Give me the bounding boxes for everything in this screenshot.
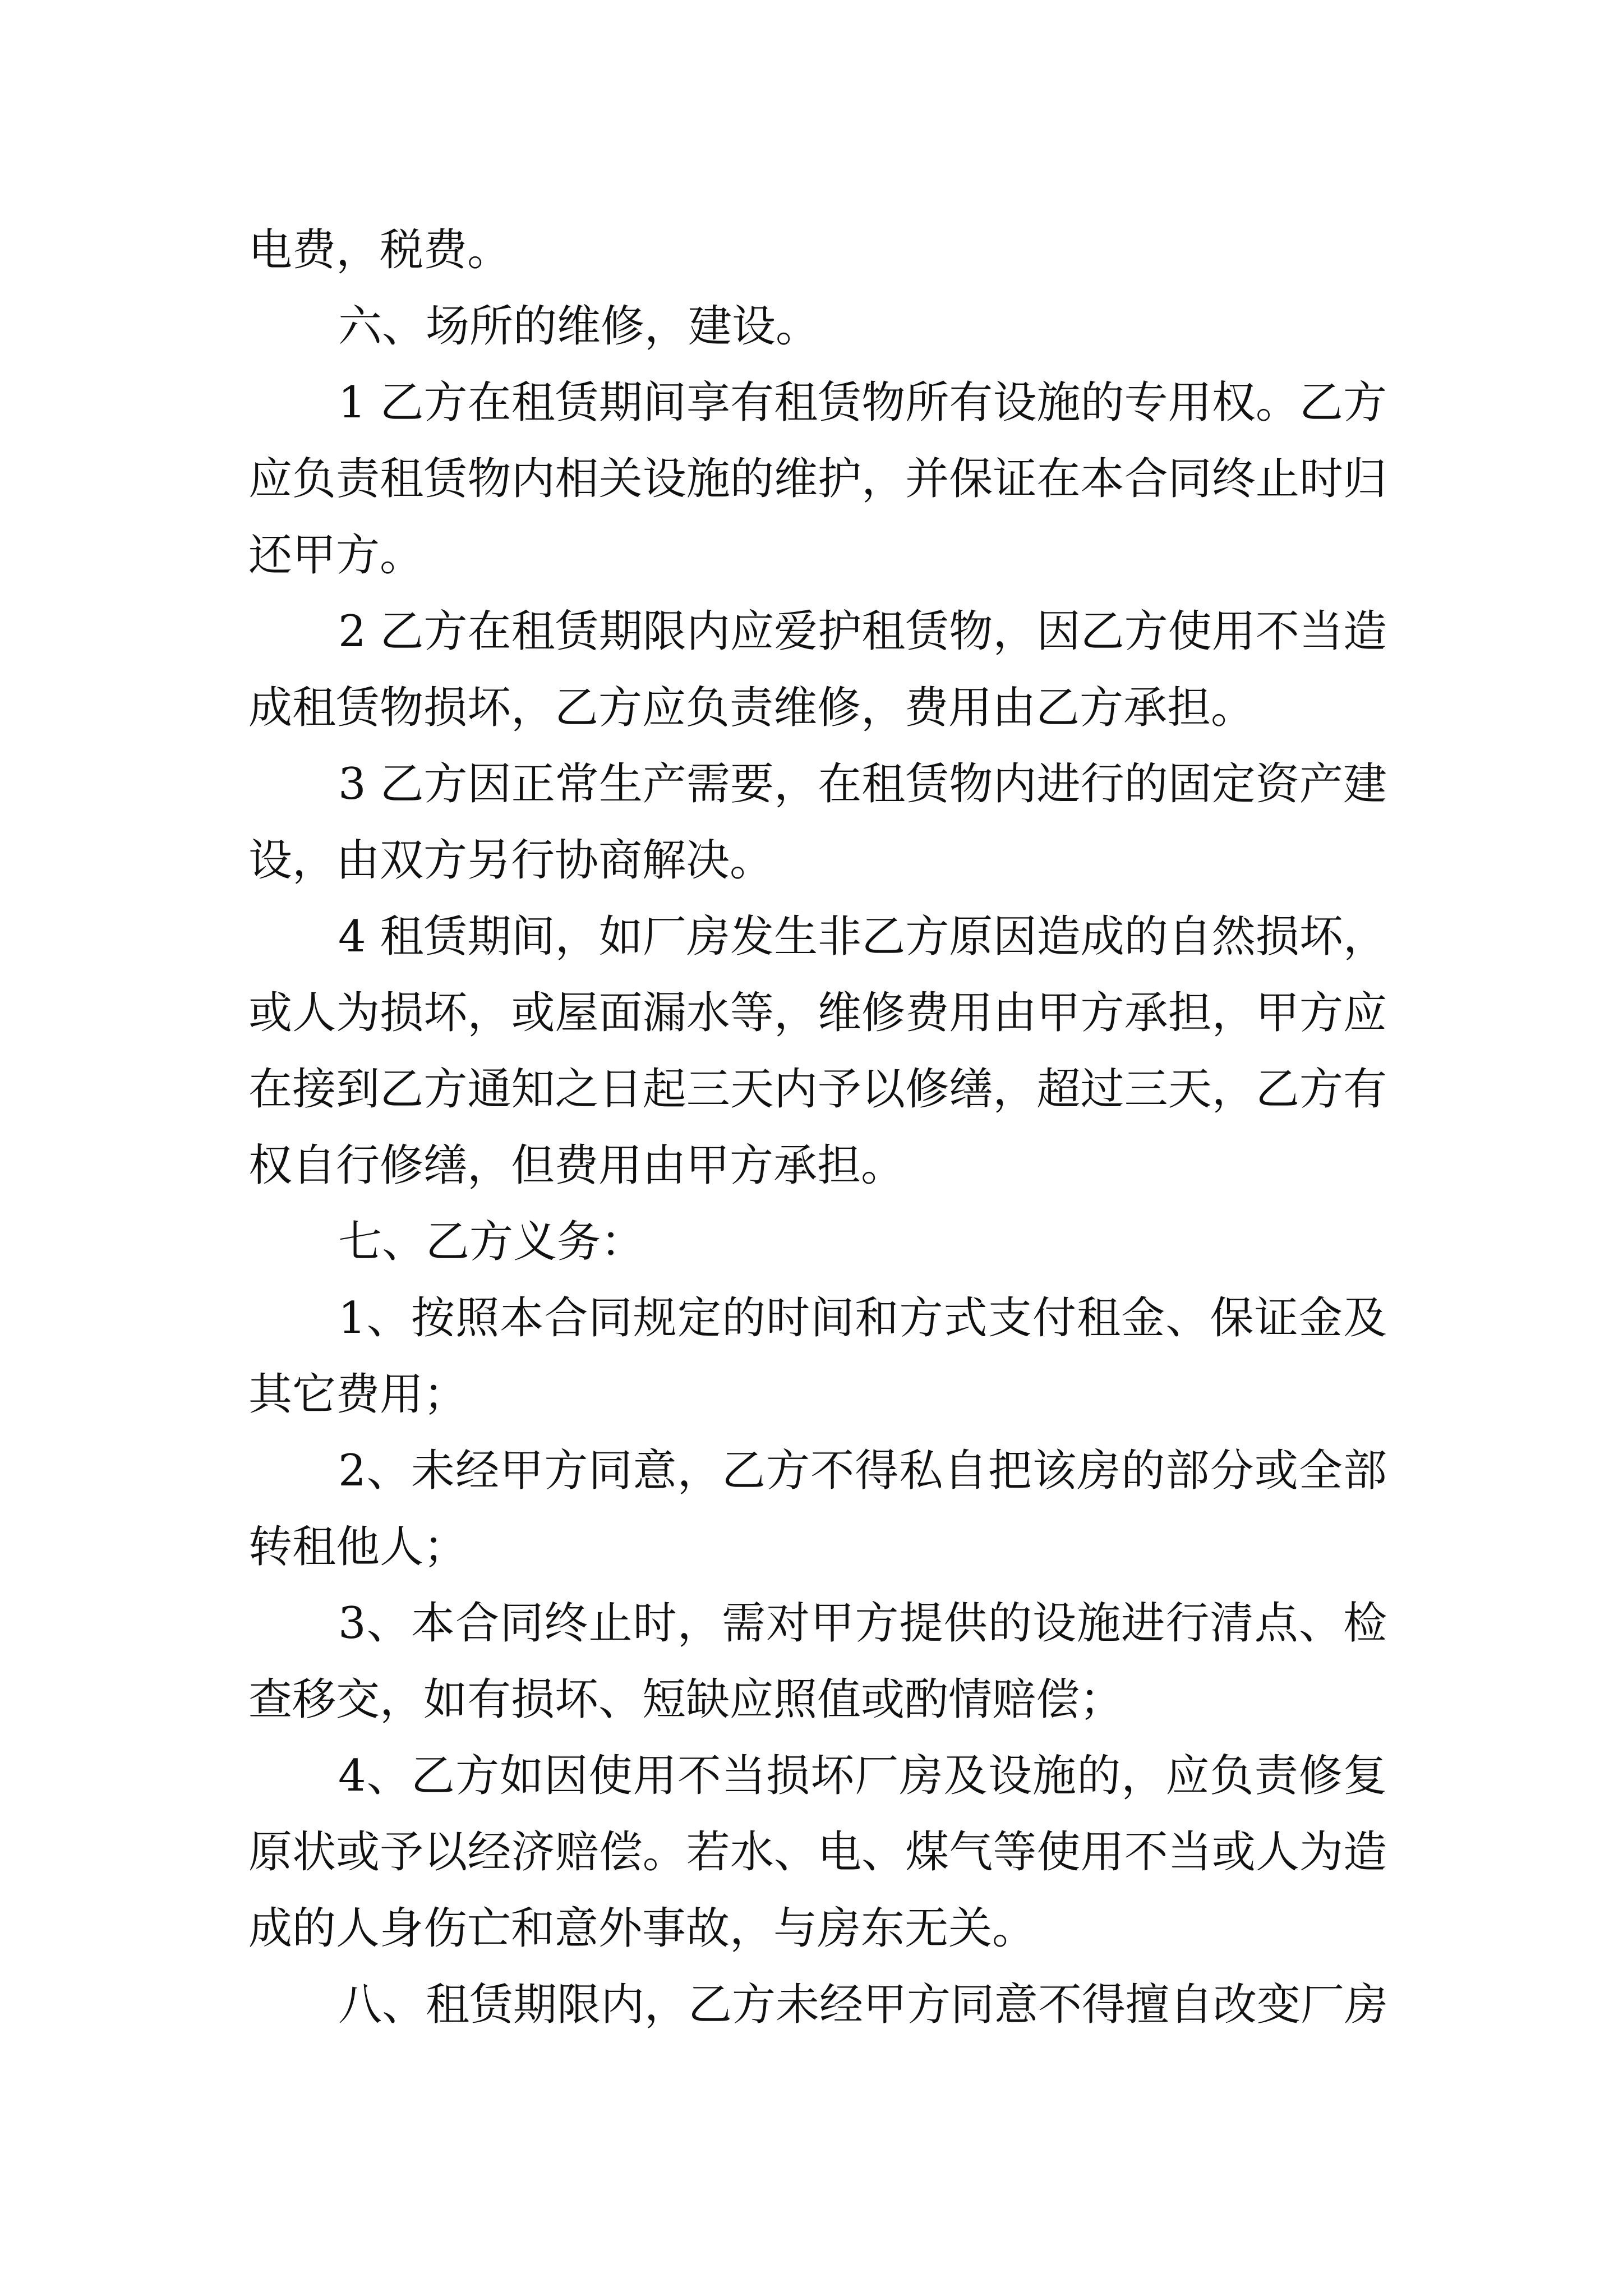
text-line: 成的人身伤亡和意外事故，与房东无关。	[248, 1903, 1036, 1954]
section-heading: 七、乙方义务：	[338, 1217, 645, 1267]
section-heading: 八、租赁期限内，乙方未经甲方同意不得擅自改变厂房	[338, 1980, 1389, 2030]
text-line: 应负责租赁物内相关设施的维护，并保证在本合同终止时归	[248, 454, 1387, 504]
text-line: 设，由双方另行协商解决。	[248, 835, 774, 886]
text-line: 3、本合同终止时，需对甲方提供的设施进行清点、检	[338, 1598, 1387, 1649]
text-line: 查移交，如有损坏、短缺应照值或酌情赔偿；	[248, 1674, 1124, 1725]
text-line: 2 乙方在租赁期限内应爱护租赁物，因乙方使用不当造	[338, 606, 1387, 657]
section-heading: 六、场所的维修，建设。	[338, 301, 820, 352]
document-body	[248, 212, 1387, 2043]
text-line: 1 乙方在租赁期间享有租赁物所有设施的专用权。乙方	[338, 378, 1387, 428]
text-line: 成租赁物损坏，乙方应负责维修，费用由乙方承担。	[248, 683, 1255, 733]
text-line: 其它费用；	[248, 1369, 468, 1420]
text-line: 在接到乙方通知之日起三天内予以修缮，超过三天，乙方有	[248, 1064, 1387, 1115]
text-line: 还甲方。	[248, 530, 424, 581]
text-line: 原状或予以经济赔偿。若水、电、煤气等使用不当或人为造	[248, 1827, 1387, 1878]
text-line: 或人为损坏，或屋面漏水等，维修费用由甲方承担，甲方应	[248, 988, 1387, 1038]
text-line: 权自行修缮，但费用由甲方承担。	[248, 1140, 905, 1191]
text-line: 3 乙方因正常生产需要，在租赁物内进行的固定资产建	[338, 759, 1387, 809]
text-line: 电费，税费。	[248, 225, 511, 275]
text-line: 1、按照本合同规定的时间和方式支付租金、保证金及	[338, 1293, 1387, 1343]
text-line: 2、未经甲方同意，乙方不得私自把该房的部分或全部	[338, 1446, 1387, 1496]
text-line: 转租他人；	[248, 1522, 468, 1572]
text-line: 4 租赁期间，如厂房发生非乙方原因造成的自然损坏，	[338, 912, 1387, 962]
text-line: 4、乙方如因使用不当损坏厂房及设施的，应负责修复	[338, 1751, 1387, 1801]
